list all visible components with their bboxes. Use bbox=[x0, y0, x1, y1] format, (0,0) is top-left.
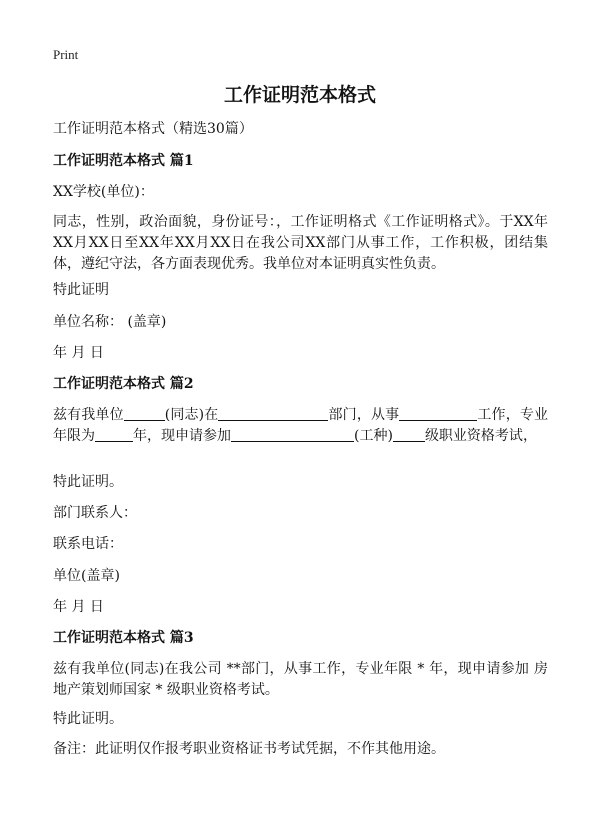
blank-line bbox=[231, 427, 354, 442]
blank-line bbox=[393, 427, 425, 442]
section-heading-2: 工作证明范本格式 篇2 bbox=[53, 376, 194, 392]
text-fragment: (同志)在 bbox=[164, 407, 219, 423]
unit-seal-line: 单位(盖章) bbox=[53, 568, 120, 584]
certificate-body-2 bbox=[53, 405, 548, 447]
document-subtitle: 工作证明范本格式（精选30篇） bbox=[53, 121, 253, 137]
unit-name-line: 单位名称： (盖章) bbox=[53, 314, 167, 330]
text-fragment: 工作，专业年限为 bbox=[53, 407, 548, 444]
addressee: XX学校(单位)： bbox=[53, 184, 154, 200]
text-fragment: (工种) bbox=[354, 428, 393, 444]
proof-statement-1: 特此证明 bbox=[53, 282, 109, 298]
text-fragment: ， bbox=[522, 428, 537, 444]
blank-line bbox=[124, 406, 165, 421]
proof-statement-3: 特此证明。 bbox=[53, 711, 123, 727]
page-title: 工作证明范本格式 bbox=[223, 84, 376, 106]
date-line-2: 年 月 日 bbox=[53, 599, 104, 615]
contact-person-line: 部门联系人： bbox=[53, 505, 137, 521]
text-fragment: 级职业资格考试 bbox=[424, 428, 523, 444]
certificate-body-3: 兹有我单位(同志)在我公司 **部门，从事工作，专业年限 * 年，现申请参加 房地产策划师国家 * 级职业资格考试。 bbox=[53, 661, 548, 698]
blank-line bbox=[399, 406, 477, 421]
blank-line bbox=[218, 406, 328, 421]
section-heading-3: 工作证明范本格式 篇3 bbox=[53, 630, 194, 646]
text-fragment: 部门，从事 bbox=[328, 407, 400, 423]
proof-statement-2: 特此证明。 bbox=[53, 474, 123, 490]
section-heading-1: 工作证明范本格式 篇1 bbox=[53, 153, 194, 169]
contact-phone-line: 联系电话： bbox=[53, 536, 123, 552]
print-link[interactable]: Print bbox=[53, 47, 79, 62]
blank-line bbox=[95, 427, 133, 442]
text-fragment: 年，现申请参加 bbox=[133, 428, 231, 444]
text-fragment: 兹有我单位 bbox=[53, 407, 124, 423]
certificate-body-1: 同志，性别，政治面貌，身份证号：，工作证明格式《工作证明格式》。于XX年XX月XX日至XX年XX月XX日在我公司XX部门从事工作，工作积极，团结集体，遵纪守法，各方面表现优秀。我单位对本证明真实性负责。 bbox=[53, 214, 548, 272]
remark-note: 备注：此证明仅作报考职业资格证书考试凭据，不作其他用途。 bbox=[53, 741, 445, 757]
date-line-1: 年 月 日 bbox=[53, 345, 104, 361]
